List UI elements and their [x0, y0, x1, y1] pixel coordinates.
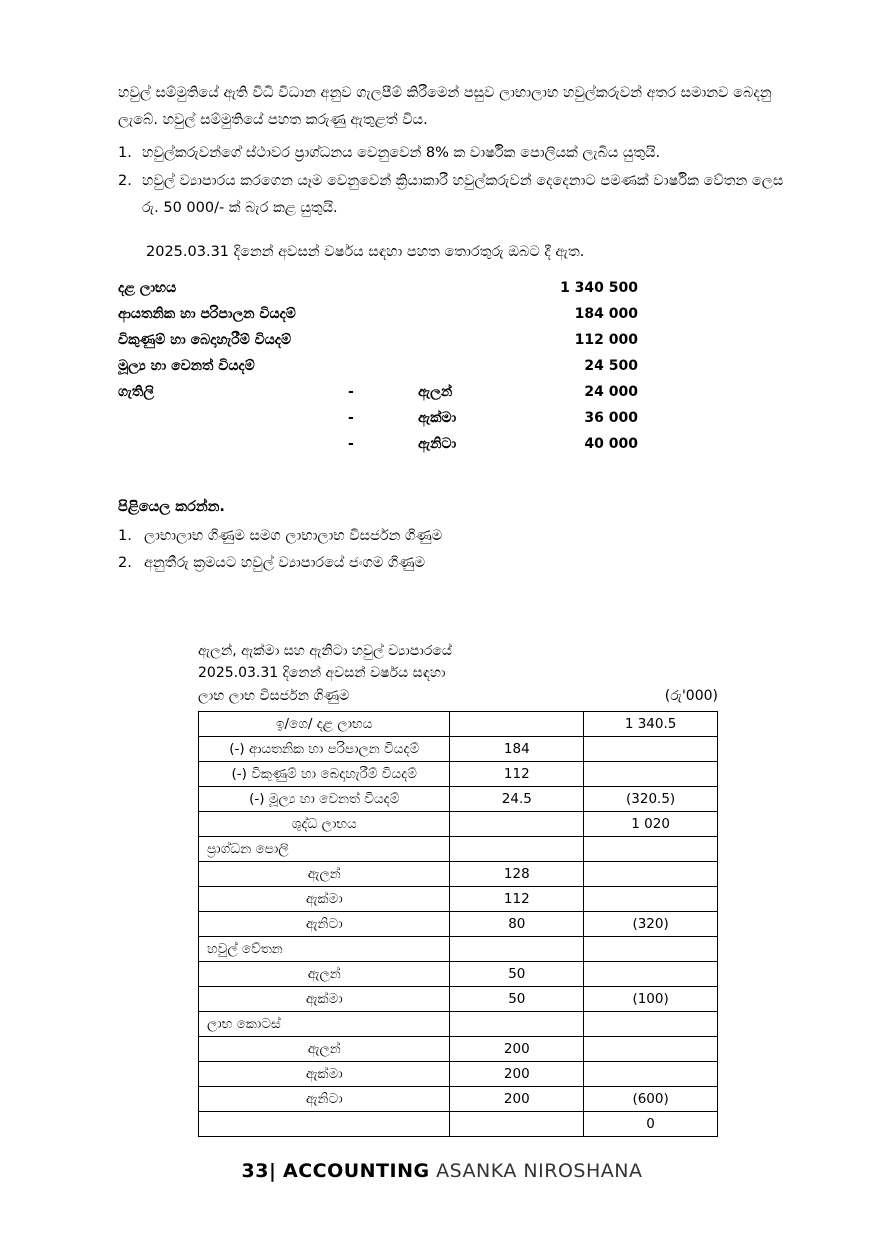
table-row — [199, 911, 718, 936]
row-amount-2 — [584, 1061, 718, 1086]
prepare-list — [118, 523, 789, 578]
row-description: ඇක්මා — [199, 1061, 450, 1086]
list-item — [118, 550, 789, 578]
figure-label: මූල්‍ය හා වෙනත් වියදම් — [118, 357, 255, 374]
row-description: ශුද්ධ ලාභය — [199, 811, 450, 836]
table-row — [118, 301, 638, 327]
list-item-number: 1. — [118, 527, 132, 544]
figure-dash: - — [348, 435, 354, 452]
figure-sublabel — [418, 353, 528, 379]
row-description: (-) විකුණුම් හා බෙදාහැරීම් වියදම් — [199, 761, 450, 786]
table-row — [199, 936, 718, 961]
row-description: ඇක්මා — [199, 886, 450, 911]
figure-sublabel: ඇනිටා — [418, 435, 457, 452]
row-amount-1: 50 — [450, 986, 584, 1011]
list-item-number: 2. — [118, 555, 132, 572]
row-amount-1: 200 — [450, 1086, 584, 1111]
row-description: හවුල් වේතන — [199, 936, 450, 961]
figure-amount: 24 500 — [584, 357, 638, 374]
statement-heading — [198, 640, 718, 707]
list-item-text: හවුල් ව්‍යාපාරය කරගෙන යෑම වෙනුවෙන් ක්‍රියාකාරී හවුල්කරුවන් දෙදෙනාට පමණක් වාර්ෂික වේතන ලෙස රු. 50 000/- ක් බැර කළ යුතුයි. — [142, 173, 784, 217]
footer-separator: | — [268, 1160, 277, 1182]
row-amount-2 — [584, 886, 718, 911]
statement-heading-line2: 2025.03.31 දිනෙන් අවසන් වර්ෂය සඳහා — [198, 665, 446, 682]
figure-amount: 24 000 — [584, 383, 638, 400]
row-amount-2: (100) — [584, 986, 718, 1011]
row-amount-1: 200 — [450, 1036, 584, 1061]
table-row — [118, 405, 638, 431]
footer-subject: ACCOUNTING — [282, 1160, 430, 1182]
row-description: ප්‍රාග්ධන පොලි — [199, 836, 450, 861]
row-amount-1 — [450, 711, 584, 736]
table-row — [199, 1036, 718, 1061]
row-description: (-) මූල්‍ය හා වෙනත් වියදම් — [199, 786, 450, 811]
list-item-text: අනුතීරු ක්‍රමයට හවුල් ව්‍යාපාරයේ ජංගම ගිණුම — [144, 555, 426, 572]
row-description: ඇලන් — [199, 961, 450, 986]
table-row — [199, 1061, 718, 1086]
figure-label — [118, 405, 348, 431]
figure-amount: 1 340 500 — [560, 279, 638, 296]
figure-amount: 40 000 — [584, 435, 638, 452]
table-row — [199, 836, 718, 861]
table-row — [118, 275, 638, 301]
list-item — [118, 140, 789, 167]
figure-sublabel — [418, 327, 528, 353]
table-row — [199, 961, 718, 986]
figure-sublabel — [418, 301, 528, 327]
row-description: (-) ආයතනික හා පරිපාලන වියදම් — [199, 736, 450, 761]
row-amount-1: 112 — [450, 761, 584, 786]
statement-units: (රු'000) — [664, 687, 718, 704]
figure-label: ගැතිලි — [118, 383, 154, 400]
list-item — [118, 523, 789, 551]
row-amount-2 — [584, 736, 718, 761]
list-item-number: 1. — [118, 144, 132, 161]
row-amount-2 — [584, 761, 718, 786]
row-amount-1: 112 — [450, 886, 584, 911]
figure-dash: - — [348, 383, 354, 400]
figure-dash — [348, 301, 418, 327]
row-amount-2: (600) — [584, 1086, 718, 1111]
statement-heading-line1: ඇලන්, ඇක්මා සහ ඇනිටා හවුල් ව්‍යාපාරයේ — [198, 642, 452, 659]
table-row — [199, 986, 718, 1011]
statement-block — [198, 640, 718, 1137]
list-item-number: 2. — [118, 173, 132, 190]
prepare-title: පිළියෙල කරන්න. — [118, 498, 225, 515]
intro-paragraph: හවුල් සම්මුතියේ ඇති විධි විධාන අනුව ගැලපීම් කිරීමෙන් පසුව ලාභාලාභ හවුල්කරුවන් අතර සමානව බෙදනු ලැබේ. හවුල් සම්මුතියේ පහත කරුණු ඇතුළත් විය. — [118, 85, 772, 128]
table-row — [199, 811, 718, 836]
figure-dash — [348, 353, 418, 379]
row-amount-2: (320.5) — [584, 786, 718, 811]
statement-heading-line3: ලාභ ලාභ විසර්ජන ගිණුම — [198, 687, 350, 704]
figure-sublabel: ඇලන් — [418, 383, 453, 400]
conditions-list — [118, 140, 789, 222]
row-amount-2: 1 020 — [584, 811, 718, 836]
row-amount-1: 24.5 — [450, 786, 584, 811]
list-item-text: ලාභාලාභ ගිණුම සමග ලාභාලාභ විසර්ජන ගිණුම — [144, 527, 443, 544]
footer-author: ASANKA NIROSHANA — [436, 1160, 643, 1182]
row-description: ඇනිටා — [199, 911, 450, 936]
row-amount-2 — [584, 1036, 718, 1061]
row-amount-1 — [450, 936, 584, 961]
row-amount-1: 200 — [450, 1061, 584, 1086]
figure-sublabel — [418, 275, 528, 301]
row-amount-1 — [450, 1111, 584, 1136]
table-row — [199, 861, 718, 886]
row-description: ඇලන් — [199, 1036, 450, 1061]
figure-label: විකුණුම් හා බෙදාහැරීම් වියදම් — [118, 331, 292, 348]
table-row — [199, 1011, 718, 1036]
row-amount-1 — [450, 836, 584, 861]
info-note: 2025.03.31 දිනෙන් අවසන් වර්ෂය සඳහා පහත තොරතුරු ඔබට දී ඇත. — [146, 244, 585, 261]
table-row — [199, 886, 718, 911]
row-amount-2: (320) — [584, 911, 718, 936]
figure-sublabel: ඇක්මා — [418, 409, 457, 426]
row-amount-1: 80 — [450, 911, 584, 936]
figure-label: දළ ලාභය — [118, 279, 177, 296]
row-amount-2 — [584, 936, 718, 961]
table-row — [199, 711, 718, 736]
row-amount-1: 128 — [450, 861, 584, 886]
table-row — [199, 736, 718, 761]
table-row — [118, 327, 638, 353]
row-amount-1 — [450, 811, 584, 836]
table-row — [118, 353, 638, 379]
row-description — [199, 1111, 450, 1136]
page-number: 33 — [241, 1160, 269, 1182]
table-row — [199, 1111, 718, 1136]
page-footer — [0, 1160, 884, 1182]
row-amount-2 — [584, 861, 718, 886]
row-amount-1: 50 — [450, 961, 584, 986]
row-amount-1 — [450, 1011, 584, 1036]
table-row — [118, 431, 638, 457]
table-row — [199, 761, 718, 786]
row-description: ඇනිටා — [199, 1086, 450, 1111]
row-description: ඇලන් — [199, 861, 450, 886]
figure-label — [118, 431, 348, 457]
appropriation-account-table — [198, 711, 718, 1137]
row-amount-2 — [584, 1011, 718, 1036]
figure-dash: - — [348, 409, 354, 426]
figure-dash — [348, 275, 418, 301]
row-amount-2: 0 — [584, 1111, 718, 1136]
figure-amount: 184 000 — [574, 305, 638, 322]
row-amount-2 — [584, 836, 718, 861]
row-description: ලාභ කොටස් — [199, 1011, 450, 1036]
row-amount-2 — [584, 961, 718, 986]
figures-table — [118, 275, 638, 457]
figure-label: ආයතනික හා පරිපාලන වියදම් — [118, 305, 296, 322]
figure-dash — [348, 327, 418, 353]
figure-amount: 112 000 — [574, 331, 638, 348]
figure-amount: 36 000 — [584, 409, 638, 426]
list-item — [118, 168, 789, 222]
row-description: ඉ/ගෙ/ දළ ලාභය — [199, 711, 450, 736]
table-row — [199, 1086, 718, 1111]
row-amount-2: 1 340.5 — [584, 711, 718, 736]
table-row — [118, 379, 638, 405]
list-item-text: හවුල්කරුවන්ගේ ස්ථාවර ප්‍රාග්ධනය වෙනුවෙන් 8% ක වාර්ෂික පොලියක් ලැබිය යුතුයි. — [142, 144, 661, 161]
row-description: ඇක්මා — [199, 986, 450, 1011]
table-row — [199, 786, 718, 811]
row-amount-1: 184 — [450, 736, 584, 761]
